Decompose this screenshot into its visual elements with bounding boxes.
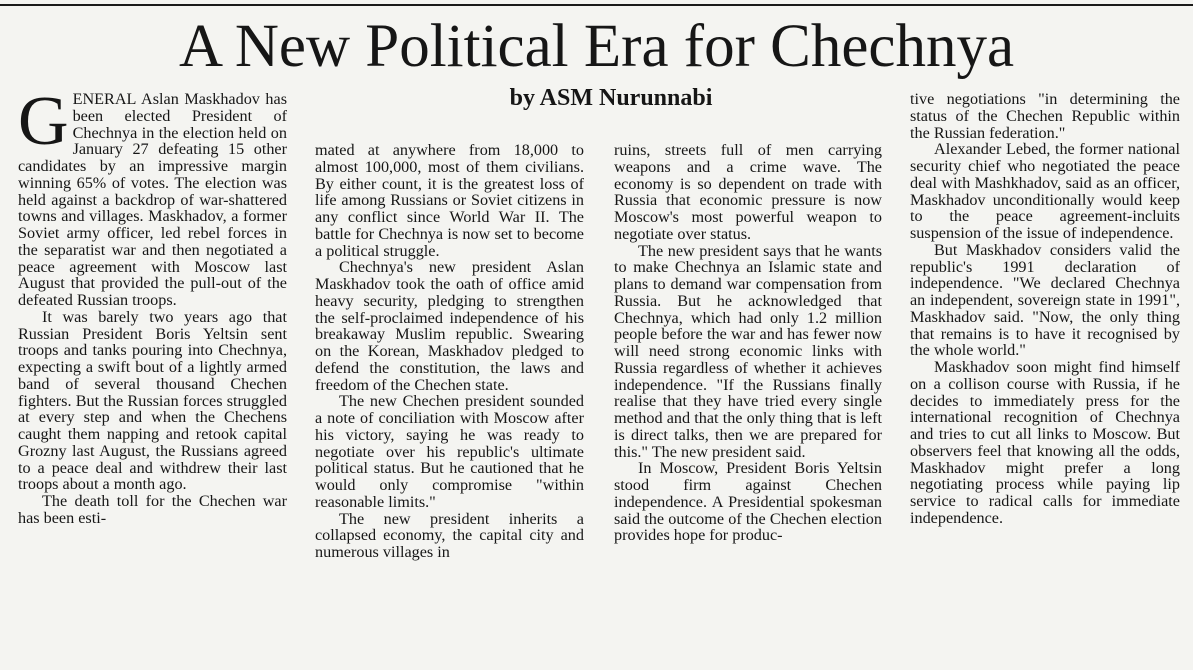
paragraph: ruins, streets full of men carrying weapons and a crime wave. The economy is so dependent on trade with Russia that economic pressure is now Moscow's most powerful weapon to negotiate over status. xyxy=(614,142,882,243)
drop-cap: G xyxy=(18,91,69,160)
paragraph: Chechnya's new president Aslan Maskhadov took the oath of office amid heavy security, pledging to strengthen the self-proclaimed independence of his breakaway Muslim republic. Swearing on the Korean, Maskhadov pledged to defend the constitution, the laws and freedom of the Chechen state. xyxy=(315,258,584,394)
paragraph: Maskhadov soon might find himself on a collison course with Russia, if he decides to immediately press for the international recognition of Chechnya and tries to cut all links to Moscow. But observers feel that knowing all the odds, Maskhadov might prefer a long negotiating process while paying lip service to radical calls for immediate independence. xyxy=(910,358,1180,527)
column-2 xyxy=(315,142,584,662)
byline: by ASM Nurunnabi xyxy=(509,85,713,111)
lead-caps: ENERAL xyxy=(72,91,137,108)
paragraph: mated at anywhere from 18,000 to almost 100,000, most of them civilians. By either count, it is the greatest loss of life among Russians or Soviet citizens in any conflict since World War II. The battle for Chechnya is now set to become a political struggle. xyxy=(315,142,584,260)
paragraph: tive negotiations "in determining the status of the Chechen Republic within the Russian federation." xyxy=(910,91,1180,142)
column-1 xyxy=(18,91,287,661)
column-3 xyxy=(614,142,882,662)
paragraph: The new president says that he wants to make Chechnya an Islamic state and plans to demand war compensation from Russia. But he acknowledged that Chechnya, which had only 1.2 million people before the war and has fewer now will need strong economic links with Russia regardless of whether it achieves independence. "If the Russians finally realise that they have tried every single method and that the only thing that is left is direct talks, then we are prepared for this." The new president said. xyxy=(614,241,882,461)
column-4 xyxy=(910,91,1180,661)
paragraph: But Maskhadov considers valid the republic's 1991 declaration of independence. "We declared Chechnya an independent, sovereign state in 1991", Maskhadov said. "Now, the only thing that remains is to have it recognised by the whole world." xyxy=(910,240,1180,360)
paragraph: The new Chechen president sounded a note of conciliation with Moscow after his victory, saying he was ready to negotiate over his republic's ultimate political status. But he cautioned that he would only compromise "within reasonable limits." xyxy=(315,392,584,511)
paragraph: The new president inherits a collapsed economy, the capital city and numerous villages in xyxy=(315,509,584,561)
paragraph: In Moscow, President Boris Yeltsin stood firm against Chechen independence. A Presidential spokesman said the outcome of the Chechen election provides hope for produc- xyxy=(614,459,882,545)
paragraph xyxy=(18,91,287,309)
paragraph: The death toll for the Chechen war has been esti- xyxy=(18,492,287,527)
headline: A New Political Era for Chechnya xyxy=(178,13,1015,80)
paragraph: It was barely two years ago that Russian President Boris Yeltsin sent troops and tanks pouring into Chechnya, expecting a swift bout of a lightly armed band of several thousand Chechen fighters. But the Russian forces struggled at every step and when the Chechens caught them napping and retook capital Grozny last August, the Russians agreed to a peace deal and withdrew their last troops about a month ago. xyxy=(18,307,287,494)
paragraph: Alexander Lebed, the former national security chief who negotiated the peace deal with Mashkhadov, said as an officer, Maskhadov unconditionally would keep to the peace agreement-incluits suspension of the issue of independence. xyxy=(910,140,1180,242)
top-rule xyxy=(0,4,1193,6)
paragraph-text: Aslan Maskhadov has been elected President of Chechnya in the election held on January 27 defeating 15 other candidates by an impressive margin winning 65% of votes. The election was held against a backdrop of war-shattered towns and villages. Maskhadov, a former Soviet army officer, led rebel forces in the separatist war and then negotiated a peace agreement with Moscow last August that provided the pull-out of the defeated Russian troops. xyxy=(18,91,287,309)
